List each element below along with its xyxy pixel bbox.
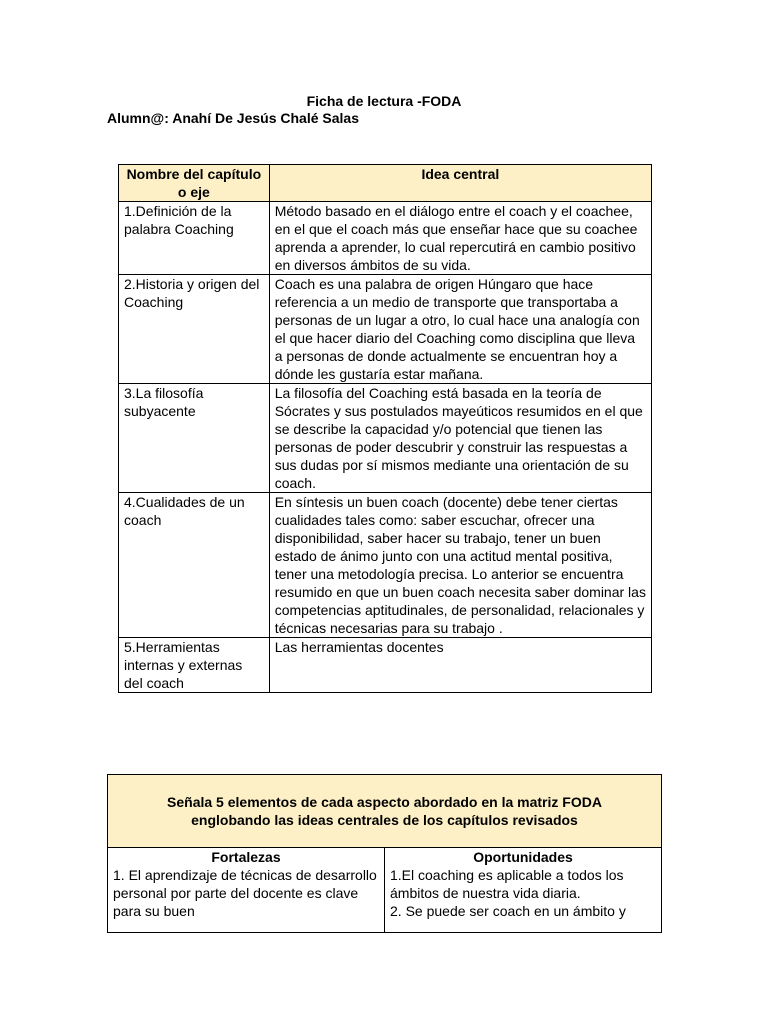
- oportunidades-title: Oportunidades: [473, 849, 573, 865]
- chapter-cell: 1.Definición de la palabra Coaching: [119, 202, 270, 275]
- header-idea: Idea central: [269, 165, 651, 202]
- oportunidades-text-1: 1.El coaching es aplicable a todos los ámbitos de nuestra vida diaria.: [390, 867, 624, 901]
- fortalezas-text: 1. El aprendizaje de técnicas de desarrollo personal por parte del docente es clave para su buen: [113, 867, 377, 919]
- foda-header: Señala 5 elementos de cada aspecto abordado en la matriz FODA englobando las ideas centrales de los capítulos revisados: [108, 775, 662, 848]
- idea-cell: Método basado en el diálogo entre el coach y el coachee, en el que el coach más que enseñar hace que su coachee aprenda a aprender, lo cual repercutirá en cambio positivo en diversos ámbitos de su vida.: [269, 202, 651, 275]
- idea-cell: La filosofía del Coaching está basada en la teoría de Sócrates y sus postulados mayeúticos resumidos en el que se describe la capacidad y/o potencial que tienen las personas de poder descubrir y construir las respuestas a sus dudas por sí mismos mediante una orientación de su coach.: [269, 384, 651, 493]
- table-row: [119, 384, 652, 493]
- table-row: [119, 493, 652, 638]
- table-row: [119, 275, 652, 384]
- fortalezas-title: Fortalezas: [211, 849, 281, 865]
- table-row: [119, 202, 652, 275]
- idea-cell: En síntesis un buen coach (docente) debe tener ciertas cualidades tales como: saber escuchar, ofrecer una disponibilidad, saber hacer su trabajo, tener un buen estado de ánimo junto con una actitud mental positiva, tener una metodología precisa. Lo anterior se encuentra resumido en que un buen coach necesita saber dominar las competencias aptitudinales, de personalidad, relacionales y técnicas necesarias para su trabajo .: [269, 493, 651, 638]
- chapter-cell: 3.La filosofía subyacente: [119, 384, 270, 493]
- idea-cell: Las herramientas docentes: [269, 638, 651, 693]
- oportunidades-text-2: 2. Se puede ser coach en un ámbito y: [390, 903, 626, 919]
- table-header-row: [119, 165, 652, 202]
- student-name: Alumn@: Anahí De Jesús Chalé Salas: [107, 110, 359, 126]
- idea-cell: Coach es una palabra de origen Húngaro que hace referencia a un medio de transporte que transportaba a personas de un lugar a otro, lo cual hace una analogía con el que hacer diario del Coaching como disciplina que lleva a personas de donde actualmente se encuentran hoy a dónde les gustaría estar mañana.: [269, 275, 651, 384]
- fortalezas-cell: [108, 848, 385, 933]
- chapter-cell: 5.Herramientas internas y externas del coach: [119, 638, 270, 693]
- header-chapter: Nombre del capítulo o eje: [119, 165, 270, 202]
- table-row: [119, 638, 652, 693]
- oportunidades-cell: [385, 848, 662, 933]
- document-title: Ficha de lectura -FODA: [306, 93, 462, 109]
- chapter-cell: 4.Cualidades de un coach: [119, 493, 270, 638]
- foda-table: [107, 774, 662, 933]
- chapter-cell: 2.Historia y origen del Coaching: [119, 275, 270, 384]
- reading-table: [118, 164, 652, 693]
